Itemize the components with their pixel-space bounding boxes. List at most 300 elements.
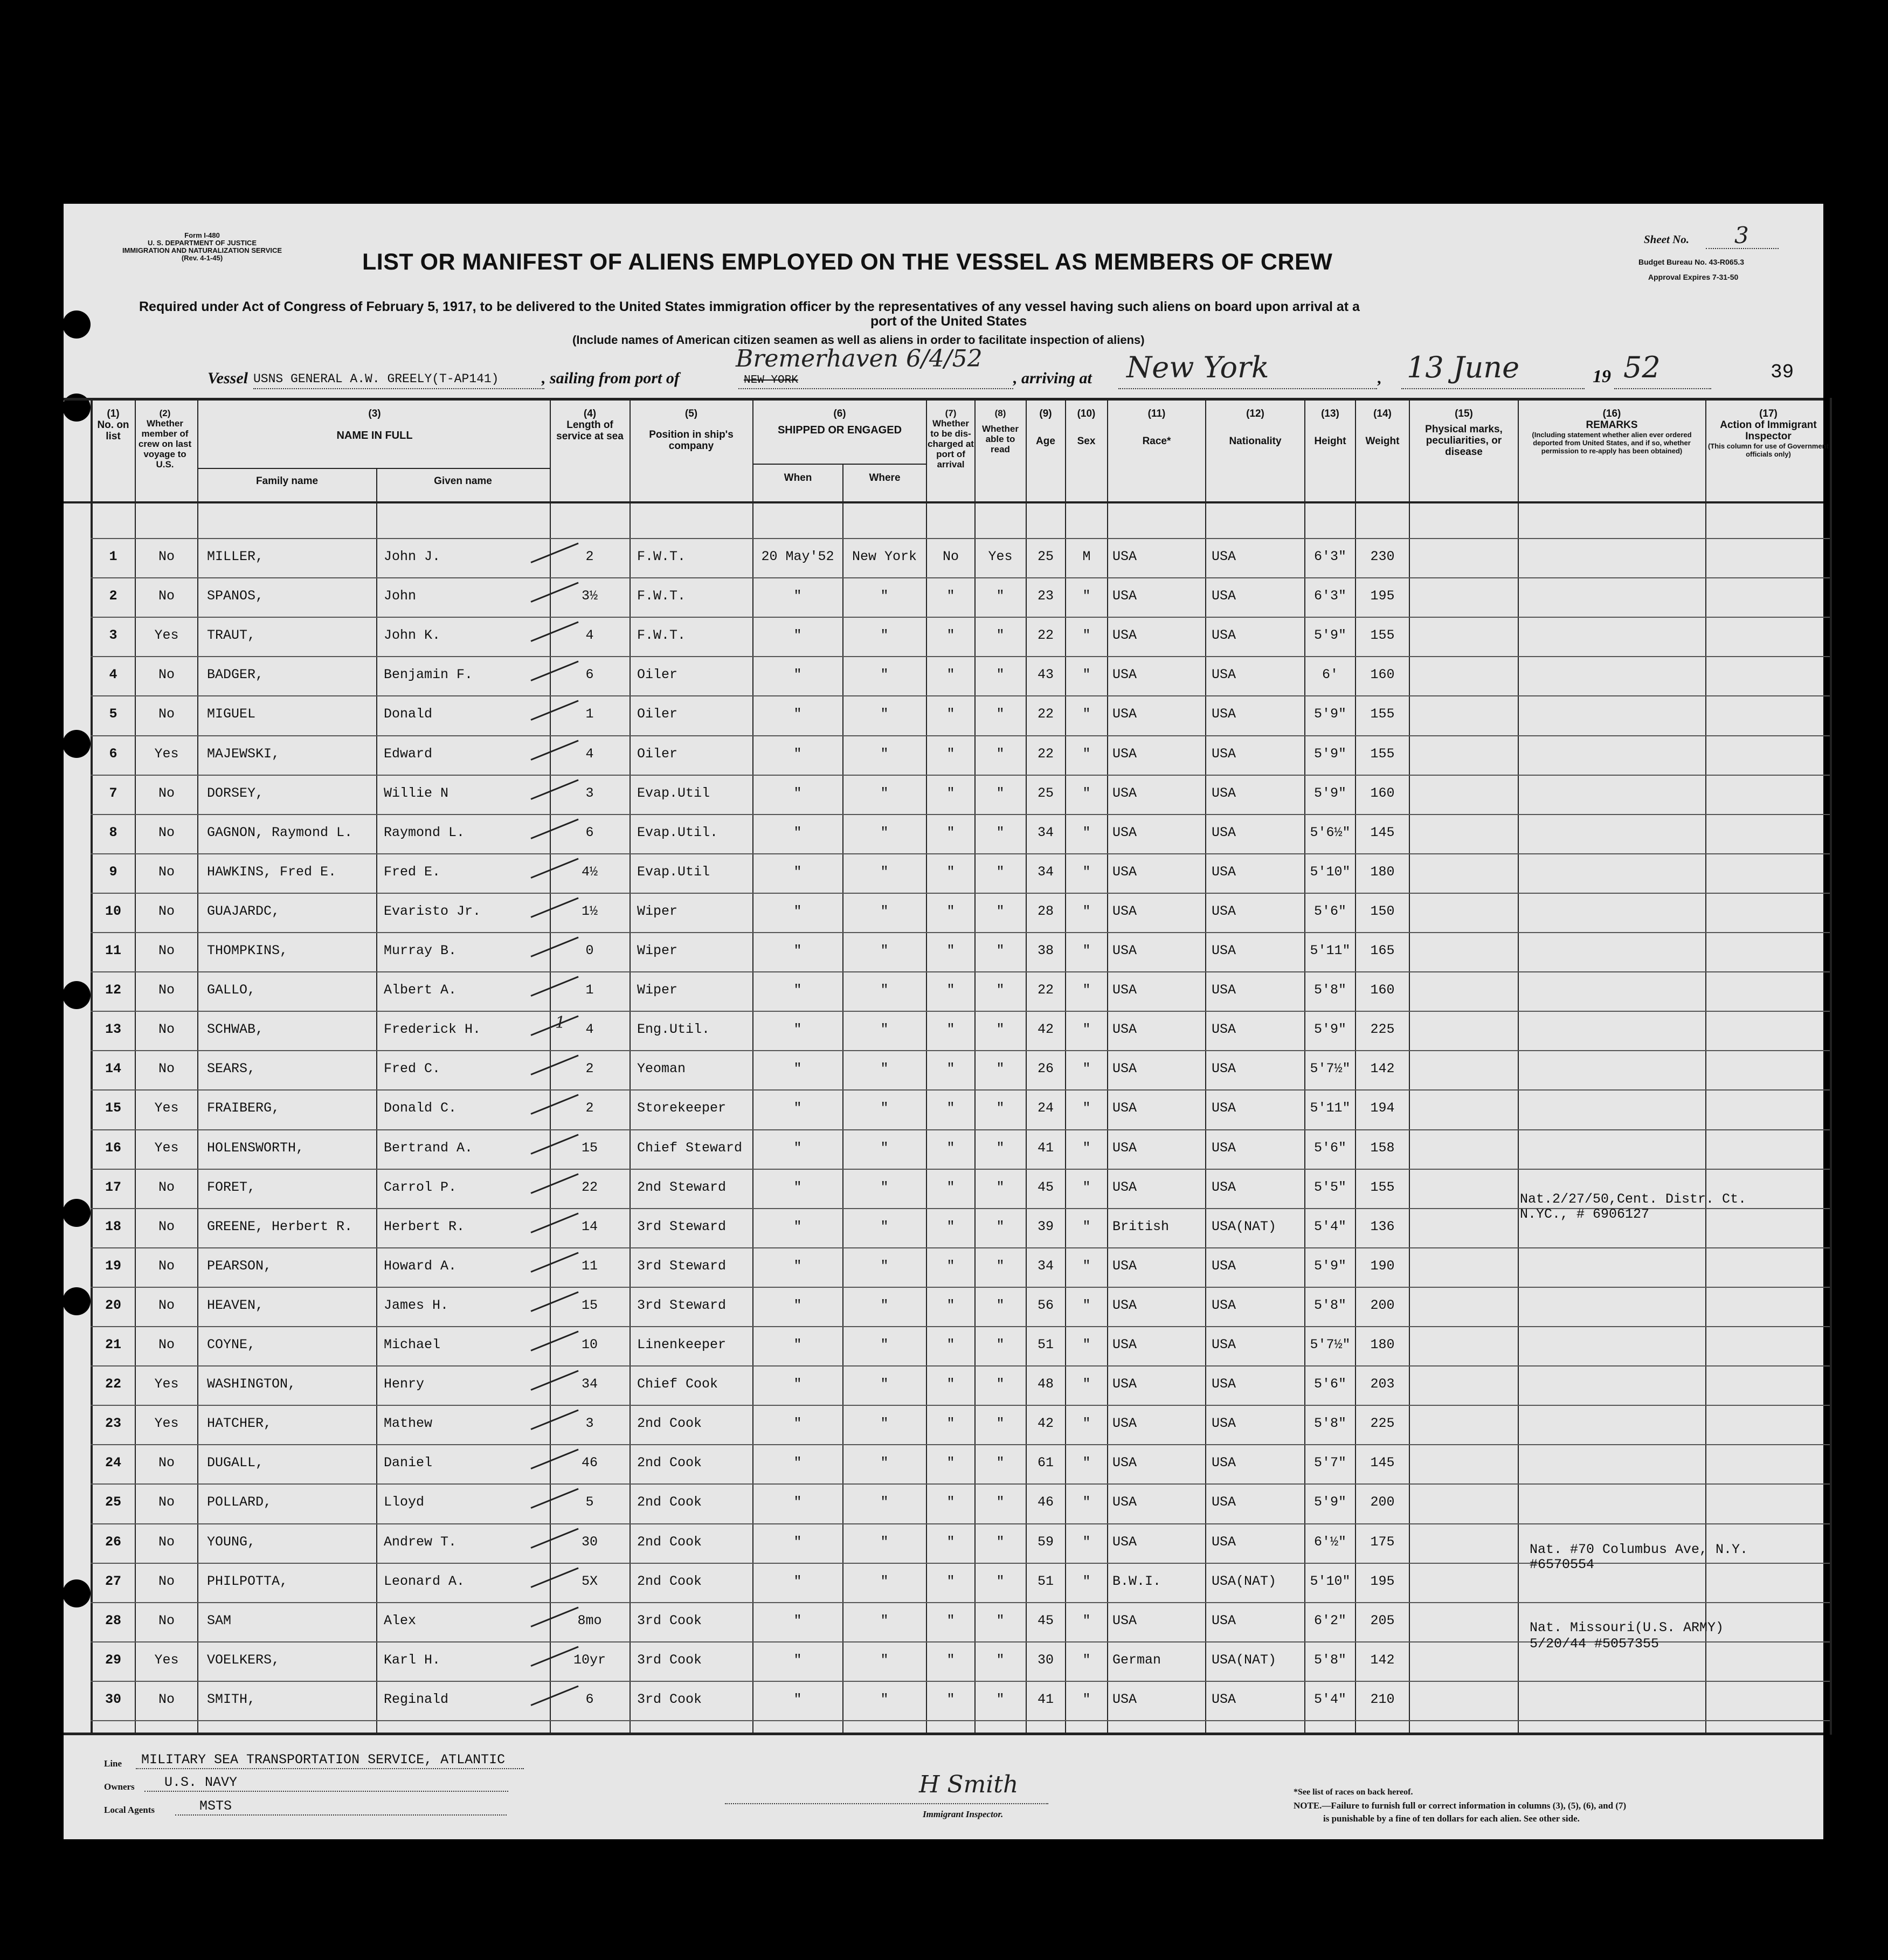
- weight: 203: [1370, 1376, 1395, 1392]
- weight: 194: [1370, 1100, 1395, 1116]
- height: 5'11": [1310, 1100, 1351, 1116]
- weight: 136: [1370, 1219, 1395, 1234]
- height: 5'6½": [1310, 825, 1351, 840]
- sailing-label: , sailing from port of: [542, 369, 680, 387]
- binder-hole: [63, 1579, 91, 1607]
- nationality: USA: [1212, 825, 1236, 840]
- given-name: Raymond L.: [384, 825, 465, 840]
- nationality: USA: [1212, 1100, 1236, 1116]
- col-3-header: (3) NAME IN FULL: [336, 408, 413, 441]
- discharged: ": [946, 825, 955, 840]
- discharged: ": [946, 1613, 955, 1628]
- length-of-service: 11: [581, 1258, 598, 1274]
- last-voyage: No: [158, 1022, 175, 1037]
- last-voyage: No: [158, 667, 175, 682]
- position: F.W.T.: [637, 549, 686, 564]
- height: 6'3": [1313, 549, 1346, 564]
- weight: 145: [1370, 825, 1395, 840]
- height: 5'7½": [1310, 1337, 1351, 1352]
- column-rule: [1205, 398, 1206, 1735]
- sex: ": [1082, 785, 1091, 801]
- remark-row-27: Nat. #70 Columbus Ave, N.Y.: [1530, 1542, 1748, 1557]
- sheet-label: Sheet No.: [1644, 233, 1689, 246]
- fine-note: NOTE.—Failure to furnish full or correct information in columns (3), (5), (6), and (7): [1294, 1800, 1627, 1811]
- age: 39: [1037, 1219, 1054, 1234]
- race: USA: [1112, 1022, 1137, 1037]
- row-number: 27: [105, 1573, 121, 1589]
- sex: ": [1082, 1140, 1091, 1156]
- able-to-read: ": [996, 1337, 1005, 1352]
- nationality: USA: [1212, 903, 1236, 919]
- include-note: (Include names of American citizen seamen as well as aliens in order to facilitate inspection of aliens): [572, 333, 1145, 347]
- weight: 160: [1370, 982, 1395, 998]
- weight: 200: [1370, 1494, 1395, 1510]
- position: Linenkeeper: [637, 1337, 727, 1352]
- comma: ,: [1377, 369, 1381, 387]
- header-bottom-rule: [64, 501, 1823, 503]
- length-of-service: 1: [585, 982, 594, 998]
- weight: 175: [1370, 1534, 1395, 1550]
- row-number: 10: [105, 903, 121, 919]
- length-of-service: 3½: [581, 588, 598, 604]
- last-voyage: No: [158, 785, 175, 801]
- family-name: WASHINGTON,: [207, 1376, 296, 1392]
- length-of-service: 22: [581, 1179, 598, 1195]
- race: USA: [1112, 785, 1137, 801]
- nationality: USA: [1212, 549, 1236, 564]
- able-to-read: ": [996, 706, 1005, 722]
- weight: 155: [1370, 746, 1395, 762]
- length-of-service: 5X: [581, 1573, 598, 1589]
- given-name: Mathew: [384, 1416, 433, 1431]
- sex: ": [1082, 982, 1091, 998]
- form-number: Form I-480: [184, 231, 220, 239]
- row-rule: [91, 971, 1830, 972]
- weight: 190: [1370, 1258, 1395, 1274]
- able-to-read: ": [996, 825, 1005, 840]
- shipped-where: ": [880, 982, 889, 998]
- last-voyage: No: [158, 1258, 175, 1274]
- length-of-service: 6: [585, 825, 594, 840]
- weight: 158: [1370, 1140, 1395, 1156]
- position: Oiler: [637, 706, 678, 722]
- shipped-where: ": [880, 1061, 889, 1076]
- height: 5'7": [1313, 1455, 1346, 1471]
- position: Evap.Util.: [637, 825, 718, 840]
- last-voyage: Yes: [154, 1140, 179, 1156]
- shipped-when: ": [793, 1416, 802, 1431]
- able-to-read: ": [996, 903, 1005, 919]
- vessel-name: USNS GENERAL A.W. GREELY(T-AP141): [253, 372, 499, 386]
- race: B.W.I.: [1112, 1573, 1161, 1589]
- sex: ": [1082, 1573, 1091, 1589]
- position: Chief Cook: [637, 1376, 718, 1392]
- length-of-service: 2: [585, 1061, 594, 1076]
- position: 3rd Cook: [637, 1692, 702, 1707]
- position: 3rd Steward: [637, 1219, 727, 1234]
- sex: ": [1082, 1652, 1091, 1668]
- family-name: MAJEWSKI,: [207, 746, 280, 762]
- age: 23: [1037, 588, 1054, 604]
- shipped-where: ": [880, 903, 889, 919]
- age: 30: [1037, 1652, 1054, 1668]
- race: British: [1112, 1219, 1170, 1234]
- able-to-read: ": [996, 1652, 1005, 1668]
- required-text-2: port of the United States: [870, 314, 1027, 329]
- last-voyage: No: [158, 1455, 175, 1471]
- given-name: Alex: [384, 1613, 417, 1628]
- able-to-read: ": [996, 746, 1005, 762]
- row-rule: [91, 1011, 1830, 1012]
- able-to-read: ": [996, 1100, 1005, 1116]
- shipped-where: ": [880, 825, 889, 840]
- shipped-where: ": [880, 1179, 889, 1195]
- row-number: 9: [109, 864, 117, 880]
- able-to-read: ": [996, 627, 1005, 643]
- shipped-when: ": [793, 1100, 802, 1116]
- col-3-family-header: Family name: [255, 475, 319, 487]
- length-of-service: 6: [585, 667, 594, 682]
- shipped-where: ": [880, 1219, 889, 1234]
- nationality: USA: [1212, 588, 1236, 604]
- arrival-date: 13 June: [1407, 350, 1520, 384]
- position: Yeoman: [637, 1061, 686, 1076]
- row-rule: [91, 1365, 1830, 1367]
- weight: 145: [1370, 1455, 1395, 1471]
- age: 25: [1037, 549, 1054, 564]
- position: Wiper: [637, 943, 678, 958]
- last-voyage: No: [158, 1573, 175, 1589]
- weight: 142: [1370, 1652, 1395, 1668]
- budget-bureau: Budget Bureau No. 43-R065.3: [1638, 258, 1745, 266]
- vessel-line: [253, 388, 544, 389]
- position: 2nd Cook: [637, 1416, 702, 1431]
- family-name: HEAVEN,: [207, 1298, 264, 1313]
- race: USA: [1112, 1337, 1137, 1352]
- family-name: DORSEY,: [207, 785, 264, 801]
- family-name: POLLARD,: [207, 1494, 272, 1510]
- discharged: ": [946, 1022, 955, 1037]
- discharged: ": [946, 903, 955, 919]
- sex: ": [1082, 1692, 1091, 1707]
- nationality: USA(NAT): [1212, 1573, 1277, 1589]
- family-name: GALLO,: [207, 982, 256, 998]
- sex: ": [1082, 1022, 1091, 1037]
- family-name: FORET,: [207, 1179, 256, 1195]
- position: 2nd Steward: [637, 1179, 727, 1195]
- row-rule: [91, 775, 1830, 776]
- row-number: 11: [105, 943, 121, 958]
- discharged: ": [946, 1652, 955, 1668]
- given-name: Fred C.: [384, 1061, 441, 1076]
- given-name: Lloyd: [384, 1494, 425, 1510]
- shipped-where: ": [880, 1140, 889, 1156]
- shipped-where: ": [880, 627, 889, 643]
- race: USA: [1112, 1534, 1137, 1550]
- given-name: Karl H.: [384, 1652, 441, 1668]
- position: Chief Steward: [637, 1140, 743, 1156]
- height: 5'9": [1313, 1494, 1346, 1510]
- age: 25: [1037, 785, 1054, 801]
- column-rule: [1107, 398, 1108, 1735]
- height: 5'8": [1313, 982, 1346, 998]
- length-of-service: 6: [585, 1692, 594, 1707]
- col-10-header: (10) Sex: [1077, 408, 1096, 447]
- given-name: Frederick H.: [384, 1022, 481, 1037]
- weight: 200: [1370, 1298, 1395, 1313]
- sex: ": [1082, 825, 1091, 840]
- vessel-label: Vessel: [208, 369, 248, 387]
- family-name: THOMPKINS,: [207, 943, 288, 958]
- row-rule: [91, 735, 1830, 736]
- column-rule: [1830, 398, 1832, 1735]
- column-rule: [752, 398, 753, 1735]
- line-field: [136, 1768, 524, 1769]
- sex: ": [1082, 1100, 1091, 1116]
- approval-expires: Approval Expires 7-31-50: [1648, 273, 1739, 281]
- height: 5'8": [1313, 1652, 1346, 1668]
- height: 5'6": [1313, 903, 1346, 919]
- discharged: ": [946, 746, 955, 762]
- able-to-read: ": [996, 1573, 1005, 1589]
- last-voyage: Yes: [154, 627, 179, 643]
- position: 2nd Cook: [637, 1455, 702, 1471]
- shipped-when: ": [793, 1376, 802, 1392]
- last-voyage: No: [158, 943, 175, 958]
- height: 5'9": [1313, 785, 1346, 801]
- able-to-read: ": [996, 1061, 1005, 1076]
- age: 34: [1037, 864, 1054, 880]
- row-number: 15: [105, 1100, 121, 1116]
- shipped-where: ": [880, 1652, 889, 1668]
- shipped-where: ": [880, 1692, 889, 1707]
- line-label: Line: [104, 1758, 122, 1769]
- col-3-given-header: Given name: [434, 475, 492, 487]
- race: German: [1112, 1652, 1161, 1668]
- able-to-read: ": [996, 1140, 1005, 1156]
- last-voyage: No: [158, 825, 175, 840]
- length-of-service: 46: [581, 1455, 598, 1471]
- col-9-header: (9) Age: [1036, 408, 1055, 447]
- row-rule: [91, 617, 1830, 618]
- sex: ": [1082, 1179, 1091, 1195]
- row-rule: [91, 1287, 1830, 1288]
- age: 48: [1037, 1376, 1054, 1392]
- position: Evap.Util: [637, 864, 710, 880]
- column-rule: [926, 398, 927, 1735]
- shipped-when: ": [793, 1298, 802, 1313]
- col-1-header: (1) No. on list: [97, 408, 129, 442]
- weight: 180: [1370, 864, 1395, 880]
- nationality: USA: [1212, 1416, 1236, 1431]
- shipped-when: ": [793, 1061, 802, 1076]
- nationality: USA: [1212, 706, 1236, 722]
- row-number: 21: [105, 1337, 121, 1352]
- shipped-when: ": [793, 1022, 802, 1037]
- discharged: ": [946, 1298, 955, 1313]
- able-to-read: ": [996, 1613, 1005, 1628]
- height: 5'10": [1310, 1573, 1351, 1589]
- able-to-read: ": [996, 864, 1005, 880]
- age: 41: [1037, 1140, 1054, 1156]
- sex: ": [1082, 1337, 1091, 1352]
- position: Oiler: [637, 746, 678, 762]
- height: 5'7½": [1310, 1061, 1351, 1076]
- shipped-where: ": [880, 1494, 889, 1510]
- shipped-where: ": [880, 1100, 889, 1116]
- last-voyage: Yes: [154, 1416, 179, 1431]
- owners-value: U.S. NAVY: [164, 1775, 238, 1790]
- given-name: Benjamin F.: [384, 667, 473, 682]
- position: Eng.Util.: [637, 1022, 710, 1037]
- shipped-when: ": [793, 982, 802, 998]
- able-to-read: ": [996, 1022, 1005, 1037]
- column-rule: [842, 465, 843, 1735]
- last-voyage: Yes: [154, 746, 179, 762]
- able-to-read: ": [996, 667, 1005, 682]
- age: 42: [1037, 1022, 1054, 1037]
- last-voyage: No: [158, 1179, 175, 1195]
- shipped-when: ": [793, 1258, 802, 1274]
- given-name: Albert A.: [384, 982, 457, 998]
- nationality: USA: [1212, 746, 1236, 762]
- family-name: HOLENSWORTH,: [207, 1140, 305, 1156]
- shipped-when: ": [793, 627, 802, 643]
- shipped-when: ": [793, 1140, 802, 1156]
- position: Wiper: [637, 903, 678, 919]
- shipped-when: 20 May'52: [761, 549, 834, 564]
- row-rule: [91, 1523, 1830, 1524]
- discharged: ": [946, 1494, 955, 1510]
- row-rule: [91, 656, 1830, 657]
- row-number: 26: [105, 1534, 121, 1550]
- shipped-when: ": [793, 1494, 802, 1510]
- weight: 155: [1370, 627, 1395, 643]
- shipped-where: ": [880, 706, 889, 722]
- sex: ": [1082, 1455, 1091, 1471]
- shipped-when: ": [793, 903, 802, 919]
- discharged: ": [946, 1573, 955, 1589]
- nationality: USA: [1212, 1179, 1236, 1195]
- row-number: 14: [105, 1061, 121, 1076]
- race: USA: [1112, 1692, 1137, 1707]
- race: USA: [1112, 1416, 1137, 1431]
- arriving-port: New York: [1126, 350, 1269, 384]
- age: 51: [1037, 1337, 1054, 1352]
- row-number: 6: [109, 746, 117, 762]
- sex: ": [1082, 1534, 1091, 1550]
- given-name: Henry: [384, 1376, 425, 1392]
- shipped-when: ": [793, 1692, 802, 1707]
- col-13-header: (13) Height: [1314, 408, 1346, 447]
- given-name: Murray B.: [384, 943, 457, 958]
- page-number: 39: [1771, 361, 1794, 383]
- last-voyage: No: [158, 1534, 175, 1550]
- length-of-service: 3: [585, 785, 594, 801]
- age: 46: [1037, 1494, 1054, 1510]
- column-rule: [197, 398, 198, 1735]
- race: USA: [1112, 627, 1137, 643]
- discharged: ": [946, 706, 955, 722]
- row-number: 22: [105, 1376, 121, 1392]
- weight: 230: [1370, 549, 1395, 564]
- given-name: Carrol P.: [384, 1179, 457, 1195]
- row-number: 20: [105, 1298, 121, 1313]
- sex: ": [1082, 1298, 1091, 1313]
- last-voyage: No: [158, 1219, 175, 1234]
- family-name: VOELKERS,: [207, 1652, 280, 1668]
- age: 22: [1037, 746, 1054, 762]
- row-number: 28: [105, 1613, 121, 1628]
- position: 2nd Cook: [637, 1573, 702, 1589]
- race: USA: [1112, 1179, 1137, 1195]
- column-rule: [135, 398, 136, 1735]
- arriving-label: , arriving at: [1013, 369, 1092, 387]
- family-name: GREENE, Herbert R.: [207, 1219, 353, 1234]
- discharged: No: [942, 549, 959, 564]
- row-rule: [91, 1405, 1830, 1406]
- col-16-header: (16) REMARKS (Including statement whether alien ever ordered deported from United States, and if so, whether permission to re-apply has been obtained): [1532, 408, 1692, 455]
- row-number: 19: [105, 1258, 121, 1274]
- weight: 150: [1370, 903, 1395, 919]
- age: 34: [1037, 1258, 1054, 1274]
- nationality: USA: [1212, 1022, 1236, 1037]
- length-of-service: 4: [585, 627, 594, 643]
- given-name: Evaristo Jr.: [384, 903, 481, 919]
- last-voyage: No: [158, 1613, 175, 1628]
- sex: ": [1082, 903, 1091, 919]
- row-rule: [91, 1326, 1830, 1327]
- row-rule: [91, 1247, 1830, 1248]
- race: USA: [1112, 943, 1137, 958]
- sailing-port-handwritten: Bremerhaven 6/4/52: [736, 345, 983, 372]
- height: 5'11": [1310, 943, 1351, 958]
- nationality: USA: [1212, 943, 1236, 958]
- shipped-where: ": [880, 588, 889, 604]
- col-12-header: (12) Nationality: [1229, 408, 1282, 447]
- age: 38: [1037, 943, 1054, 958]
- weight: 180: [1370, 1337, 1395, 1352]
- shipped-where: ": [880, 746, 889, 762]
- binder-hole: [63, 981, 91, 1009]
- discharged: ": [946, 588, 955, 604]
- last-voyage: No: [158, 706, 175, 722]
- last-voyage: No: [158, 1692, 175, 1707]
- last-voyage: No: [158, 982, 175, 998]
- able-to-read: ": [996, 588, 1005, 604]
- remark-row-27-b: #6570554: [1530, 1557, 1595, 1572]
- length-of-service: 10yr: [573, 1652, 606, 1668]
- position: F.W.T.: [637, 588, 686, 604]
- able-to-read: ": [996, 1416, 1005, 1431]
- nationality: USA: [1212, 1061, 1236, 1076]
- shipped-where: ": [880, 1337, 889, 1352]
- race: USA: [1112, 982, 1137, 998]
- family-name: SPANOS,: [207, 588, 264, 604]
- age: 41: [1037, 1692, 1054, 1707]
- height: 5'9": [1313, 746, 1346, 762]
- row-number: 8: [109, 825, 117, 840]
- weight: 142: [1370, 1061, 1395, 1076]
- col-15-header: (15) Physical marks, peculiarities, or disease: [1425, 408, 1503, 458]
- family-name: GUAJARDC,: [207, 903, 280, 919]
- agents-value: MSTS: [199, 1798, 232, 1814]
- required-text: Required under Act of Congress of February 5, 1917, to be delivered to the United States immigration officer by the representatives of any vessel having such aliens on board upon arrival at a: [139, 299, 1360, 314]
- race: USA: [1112, 746, 1137, 762]
- length-of-service: 4½: [581, 864, 598, 880]
- row-number: 23: [105, 1416, 121, 1431]
- nationality: USA: [1212, 1613, 1236, 1628]
